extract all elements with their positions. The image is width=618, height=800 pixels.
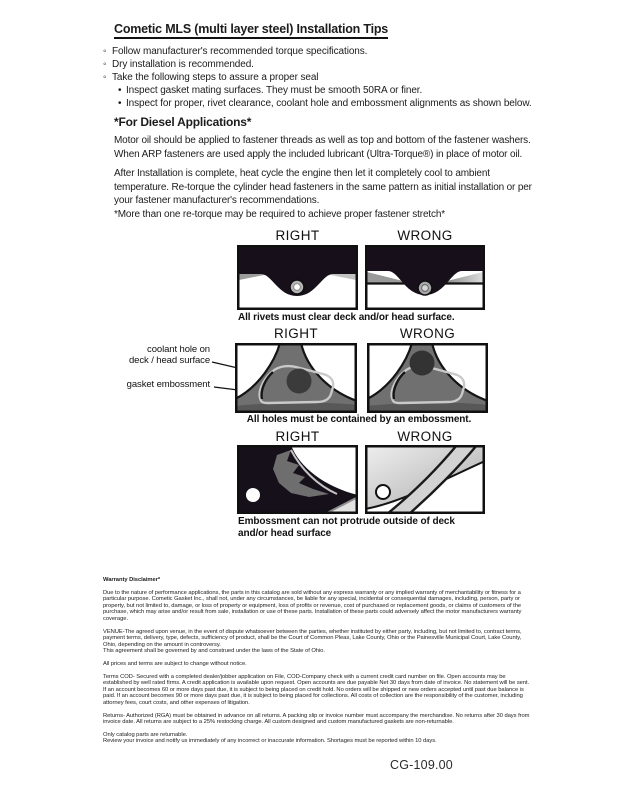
list-item [103,45,548,58]
protrusion-wrong-figure [365,445,485,514]
sub-bullet-icon: • [118,85,122,96]
row2-wrong-label: WRONG [399,326,456,341]
page-number: CG-109.00 [390,758,453,772]
page-title: Cometic MLS (multi layer steel) Installation Tips [114,22,388,39]
legal-paragraph: VENUE-The agreed upon venue, in the event of dispute whatsoever between the parties, whether instituted by either party, including, but not limited to, contract terms, payment terms, delivery, type, defects, sufficiency of product, shall be the Court of Common Pleas, Lake County, Ohio or the Painesville Municipal Court, Lake County, Ohio, depending on the amount in controversy. [103,628,522,648]
row3-right-label: RIGHT [275,429,320,444]
row1-right-label: RIGHT [275,228,320,243]
bolt-hole-icon [246,488,260,502]
installation-tips-list [103,45,548,110]
list-item-text: Inspect for proper, rivet clearance, coolant hole and embossment alignments as shown below. [126,98,532,109]
rivet-clearance-wrong-figure [365,245,485,310]
row3-wrong-label: WRONG [397,429,453,444]
callout-text: deck / head surface [128,355,210,366]
bullet-icon: ◦ [103,72,107,83]
legal-paragraph: Returns- Authorized (RGA) must be obtained in advance on all returns. A packing slip or invoice number must accompany the merchandise. No returns after 30 days from invoice date. All returns are subject to a 25% restocking charge. All custom designed and custom manufactured gaskets are non-returnable. [103,712,530,726]
bolt-hole-icon [376,485,390,499]
list-item-text: Follow manufacturer's recommended torque specifications. [112,46,368,57]
row1-caption: All rivets must clear deck and/or head surface. [238,312,455,323]
retorque-note: *More than one re-torque may be required to achieve proper fastener stretch* [114,209,446,220]
diesel-paragraph-1: Motor oil should be applied to fastener threads as well as top and bottom of the fastener washers. When ARP fasteners are used apply the included lubricant (Ultra-Torque®) in place of motor oil. [114,135,531,160]
caption-text: Embossment can not protrude outside of deck [238,516,455,527]
warranty-disclaimer-block [103,577,531,751]
coolant-hole-icon [410,351,435,376]
legal-paragraph: Terms COD- Secured with a completed dealer/jobber application on File, COD-Company check with a current credit card number on file. Open accounts may be established by well rated firms. A credit application is available upon request. Open accounts are due payable Net 30 days from date of invoice. No statement will be sent. If an account becomes 60 or more days past due, it is subject to being placed on credit hold. No orders will be shipped or new orders accepted until past due balance is paid. If an account becomes 90 or more days past due, it is subject to being placed for collections. All costs of collection are the responsibility of the customer, including attorney fees, court costs, and other expenses of litigation. [103,673,530,706]
list-item-text: Take the following steps to assure a proper seal [112,72,319,83]
rivet-clearance-right-figure [237,245,358,310]
embossment-wrong-figure [367,343,488,413]
list-item [118,97,548,110]
bullet-icon: ◦ [103,59,107,70]
legal-paragraph: Due to the nature of performance applications, the parts in this catalog are sold without any express warranty or any implied warranty of merchantability or fitness for a particular purpose. Cometic Gasket Inc., shall not, under any circumstances, be liable for any special, incidental or consequential damages, including, person, party or property, but not limited to, damage, or loss of property or equipment, loss of profits or revenue, cost of purchased or replacement goods, or claims of customers of the purchase, which may arise and/or result from sale, installation or use of these parts. Installation of these parts could adversely affect the motor manufacturers warranty coverage. [103,589,522,622]
row2-right-label: RIGHT [274,326,318,341]
legal-paragraph: Review your invoice and notify us immediately of any incorrect or inaccurate information. Shortages must be reported within 10 days. [103,738,437,745]
list-item-text: Dry installation is recommended. [112,59,254,70]
callout-text: gasket embossment [126,379,210,390]
embossment-right-figure [235,343,357,413]
sub-bullet-icon: • [118,98,122,109]
bullet-icon: ◦ [103,46,107,57]
list-item [118,84,548,97]
coolant-hole-icon [287,369,312,394]
list-item [103,58,548,71]
list-item-text: Inspect gasket mating surfaces. They must be smooth 50RA or finer. [126,85,423,96]
legal-paragraph: All prices and terms are subject to change without notice. [103,660,247,667]
row2-caption: All holes must be contained by an embossment. [246,414,472,425]
row1-wrong-label: WRONG [397,228,453,243]
row3-caption [238,516,488,539]
coolant-hole-callout [118,344,210,366]
caption-text: and/or head surface [238,527,332,539]
callout-text: coolant hole on [147,344,210,355]
legal-paragraph: This agreement shall be governed by and construed under the laws of the State of Ohio. [103,648,325,655]
legal-paragraph: Only catalog parts are returnable. [103,731,188,738]
list-item [103,71,548,84]
gasket-embossment-callout [118,379,210,390]
diesel-applications-heading: *For Diesel Applications* [114,115,252,129]
diesel-paragraph-2: After Installation is complete, heat cycle the engine then let it completely cool to ambient temperature. Re-torque the cylinder head fasteners in the same pattern as initial installation or per your fastener manufacturer's recommendations. [114,168,532,206]
warranty-disclaimer-heading: Warranty Disclaimer* [103,577,161,583]
protrusion-right-figure [237,445,358,514]
